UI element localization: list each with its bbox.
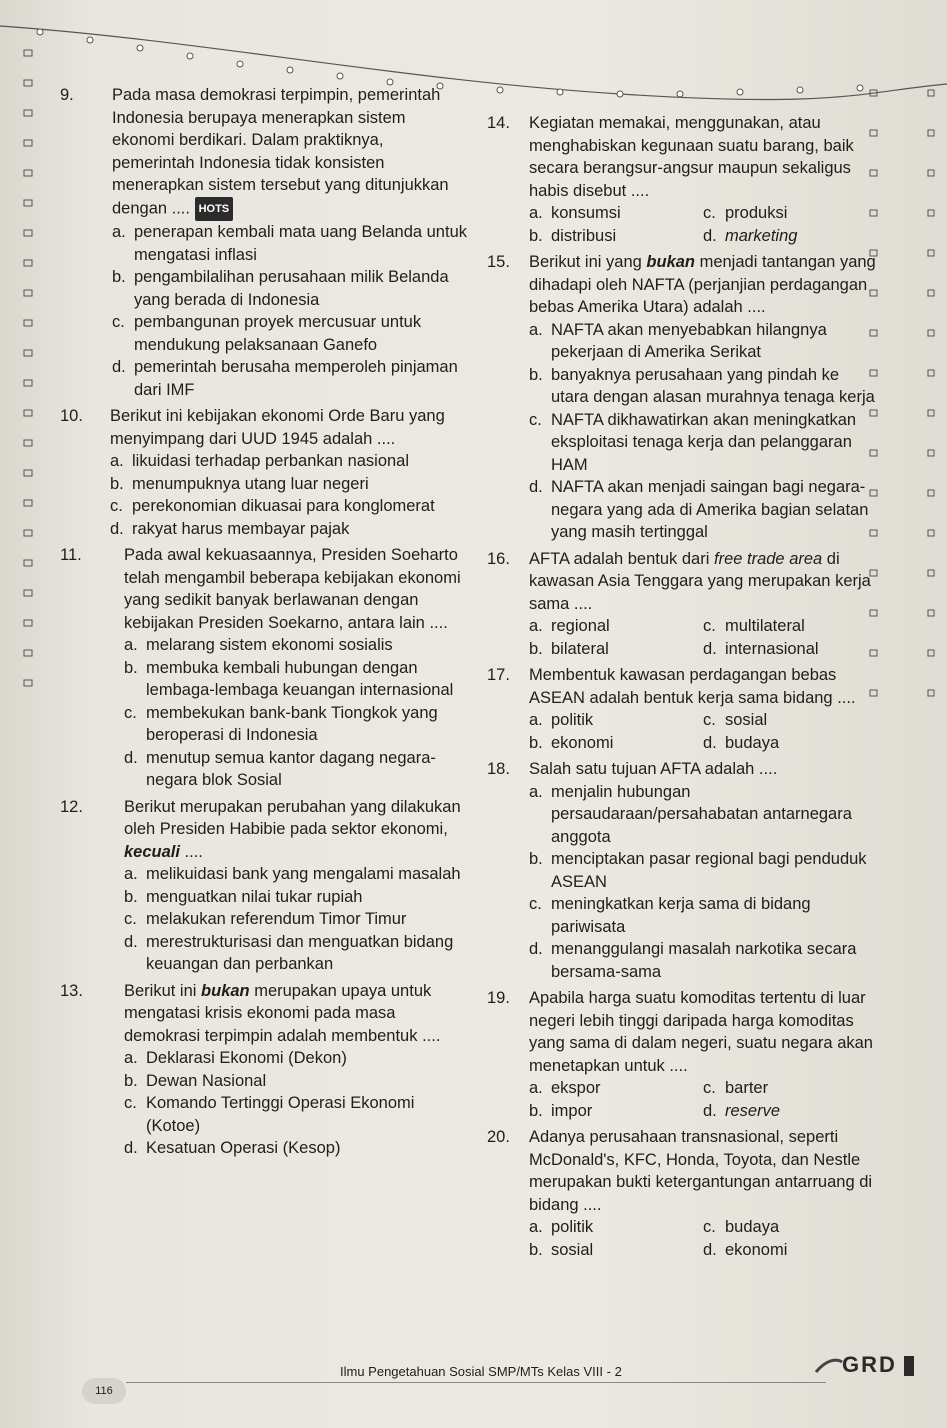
option-d[interactable]: d. NAFTA akan menjadi saingan bagi negara-negara yang ada di Amerika bagian selatan yang masih tertinggal (529, 478, 869, 541)
option-a[interactable]: a. politik (529, 1218, 594, 1236)
question-number: 12. (60, 797, 83, 816)
option-a[interactable]: a. ekspor (529, 1079, 601, 1097)
option-d[interactable]: d. internasional (703, 639, 819, 658)
option-d[interactable]: d. rakyat harus membayar pajak (110, 519, 350, 538)
option-d[interactable]: d. marketing (703, 226, 798, 245)
question-number: 17. (487, 666, 510, 684)
option-c[interactable]: c. sosial (703, 711, 768, 729)
option-c[interactable]: c. Komando Tertinggi Operasi Ekonomi (Kotoe) (124, 1094, 415, 1135)
question-9 (60, 84, 470, 401)
question-19 (487, 987, 877, 1122)
question-number: 14. (487, 114, 510, 132)
left-column (60, 84, 470, 1160)
question-stem: Pada awal kekuasaannya, Presiden Soeharto telah mengambil beberapa kebijakan ekonomi yang sedikit banyak berlawanan dengan kebijakan Presiden Soekarno, antara lain .... (124, 546, 461, 632)
question-number: 10. (60, 407, 83, 425)
option-c[interactable]: c. meningkatkan kerja sama di bidang pariwisata (529, 895, 811, 936)
question-12 (60, 796, 470, 976)
option-a[interactable]: a. penerapan kembali mata uang Belanda untuk mengatasi inflasi (112, 223, 467, 264)
question-stem: Adanya perusahaan transnasional, seperti McDonald's, KFC, Honda, Toyota, dan Nestle merupakan bukti ketergantungan antarruang di bidang .... (529, 1128, 873, 1214)
option-d[interactable]: d. menanggulangi masalah narkotika secara bersama-sama (529, 940, 857, 981)
option-c[interactable]: c. multilateral (703, 617, 805, 635)
option-b[interactable]: b. membuka kembali hubungan dengan lembaga-lembaga keuangan internasional (124, 658, 454, 699)
question-14 (487, 112, 877, 247)
hots-badge: HOTS (195, 197, 234, 222)
spiral-binding-left (4, 40, 40, 700)
question-number: 18. (487, 760, 510, 778)
question-17 (487, 664, 877, 754)
question-stem: Berikut ini bukan merupakan upaya untuk mengatasi krisis ekonomi pada masa demokrasi terpimpin adalah membentuk .... (124, 981, 441, 1045)
option-a[interactable]: a. Deklarasi Ekonomi (Dekon) (124, 1049, 347, 1067)
option-b[interactable]: b. pengambilalihan perusahaan milik Belanda yang berada di Indonesia (112, 268, 449, 309)
question-number: 11. (60, 546, 82, 564)
option-a[interactable]: a. politik (529, 711, 594, 729)
question-number: 16. (487, 549, 510, 568)
publisher-logo-text: GRD (842, 1352, 897, 1377)
question-stem: Berikut ini yang bukan menjadi tantangan yang dihadapi oleh NAFTA (perjanjian perdagangan bebas Amerika Utara) adalah .... (529, 253, 876, 316)
question-16 (487, 548, 877, 661)
option-b[interactable]: b. bilateral (529, 639, 609, 658)
question-stem: Salah satu tujuan AFTA adalah .... (529, 760, 778, 778)
option-a[interactable]: a. NAFTA akan menyebabkan hilangnya pekerjaan di Amerika Serikat (529, 320, 827, 361)
question-20 (487, 1126, 877, 1261)
option-b[interactable]: b. menguatkan nilai tukar rupiah (124, 887, 363, 906)
question-11 (60, 544, 470, 792)
option-c[interactable]: c. produksi (703, 204, 788, 222)
option-c[interactable]: c. pembangunan proyek mercusuar untuk mendukung pelaksanaan Ganefo (112, 313, 422, 354)
question-stem: Berikut ini kebijakan ekonomi Orde Baru yang menyimpang dari UUD 1945 adalah .... (110, 407, 445, 448)
option-d[interactable]: d. pemerintah berusaha memperoleh pinjaman dari IMF (112, 358, 458, 399)
question-number: 19. (487, 989, 510, 1007)
option-d[interactable]: d. budaya (703, 733, 780, 752)
question-number: 13. (60, 981, 83, 1000)
question-stem: AFTA adalah bentuk dari free trade area di kawasan Asia Tenggara yang merupakan kerja sama .... (529, 549, 871, 613)
right-column (487, 112, 877, 1261)
option-c[interactable]: c. NAFTA dikhawatirkan akan meningkatkan eksploitasi tenaga kerja dan pelanggaran HAM (529, 410, 857, 474)
option-a[interactable]: a. menjalin hubungan persaudaraan/persahabatan antarnegara anggota (529, 782, 852, 846)
question-stem: Berikut merupakan perubahan yang dilakukan oleh Presiden Habibie pada sektor ekonomi, kecuali .... (124, 797, 461, 861)
spiral-binding-right (868, 80, 947, 720)
option-a[interactable]: a. konsumsi (529, 204, 621, 222)
option-d[interactable]: d. menutup semua kantor dagang negara-negara blok Sosial (124, 748, 436, 789)
option-c[interactable]: c. barter (703, 1079, 769, 1097)
option-a[interactable]: a. melikuidasi bank yang mengalami masalah (124, 865, 461, 883)
footer-title: Ilmu Pengetahuan Sosial SMP/MTs Kelas VIII - 2 (340, 1364, 622, 1379)
question-stem: Membentuk kawasan perdagangan bebas ASEAN adalah bentuk kerja sama bidang .... (529, 666, 856, 707)
option-c[interactable]: c. perekonomian dikuasai para konglomerat (110, 497, 435, 515)
option-b[interactable]: b. impor (529, 1101, 593, 1120)
option-d[interactable]: d. ekonomi (703, 1240, 788, 1259)
publisher-logo (812, 1352, 917, 1380)
option-b[interactable]: b. menciptakan pasar regional bagi penduduk ASEAN (529, 850, 867, 891)
option-c[interactable]: c. budaya (703, 1218, 780, 1236)
option-b[interactable]: b. banyaknya perusahaan yang pindah ke utara dengan alasan murahnya tenaga kerja (529, 365, 875, 406)
option-b[interactable]: b. menumpuknya utang luar negeri (110, 474, 369, 493)
option-d[interactable]: d. Kesatuan Operasi (Kesop) (124, 1139, 341, 1157)
option-b[interactable]: b. sosial (529, 1240, 594, 1259)
option-b[interactable]: b. distribusi (529, 226, 617, 245)
option-a[interactable]: a. likuidasi terhadap perbankan nasional (110, 452, 410, 470)
question-18 (487, 758, 877, 983)
question-stem: Apabila harga suatu komoditas tertentu di luar negeri lebih tinggi daripada harga komoditas yang sama di dalam negeri, suatu negara akan menetapkan untuk .... (529, 989, 873, 1075)
option-a[interactable]: a. regional (529, 617, 610, 635)
option-d[interactable]: d. merestrukturisasi dan menguatkan bidang keuangan dan perbankan (124, 932, 454, 973)
option-d[interactable]: d. reserve (703, 1101, 781, 1120)
question-number: 9. (60, 86, 74, 104)
question-number: 15. (487, 253, 510, 271)
option-c[interactable]: c. membekukan bank-bank Tiongkok yang beroperasi di Indonesia (124, 703, 438, 744)
question-15 (487, 251, 877, 544)
question-10 (60, 405, 470, 540)
question-stem: Kegiatan memakai, menggunakan, atau menghabiskan kegunaan suatu barang, baik secara berangsur-angsur maupun sekaligus habis disebut .... (529, 114, 854, 200)
option-c[interactable]: c. melakukan referendum Timor Timur (124, 910, 407, 928)
footer-divider (126, 1382, 826, 1383)
option-b[interactable]: b. Dewan Nasional (124, 1071, 267, 1090)
page-number: 116 (82, 1378, 126, 1404)
option-b[interactable]: b. ekonomi (529, 733, 614, 752)
question-13 (60, 980, 470, 1160)
question-stem: Pada masa demokrasi terpimpin, pemerintah Indonesia berupaya menerapkan sistem ekonomi berdikari. Dalam praktiknya, pemerintah Indonesia tidak konsisten menerapkan sistem tersebut yang ditunjukkan dengan .... HOTS (112, 84, 470, 221)
option-a[interactable]: a. melarang sistem ekonomi sosialis (124, 636, 393, 654)
question-number: 20. (487, 1128, 510, 1146)
